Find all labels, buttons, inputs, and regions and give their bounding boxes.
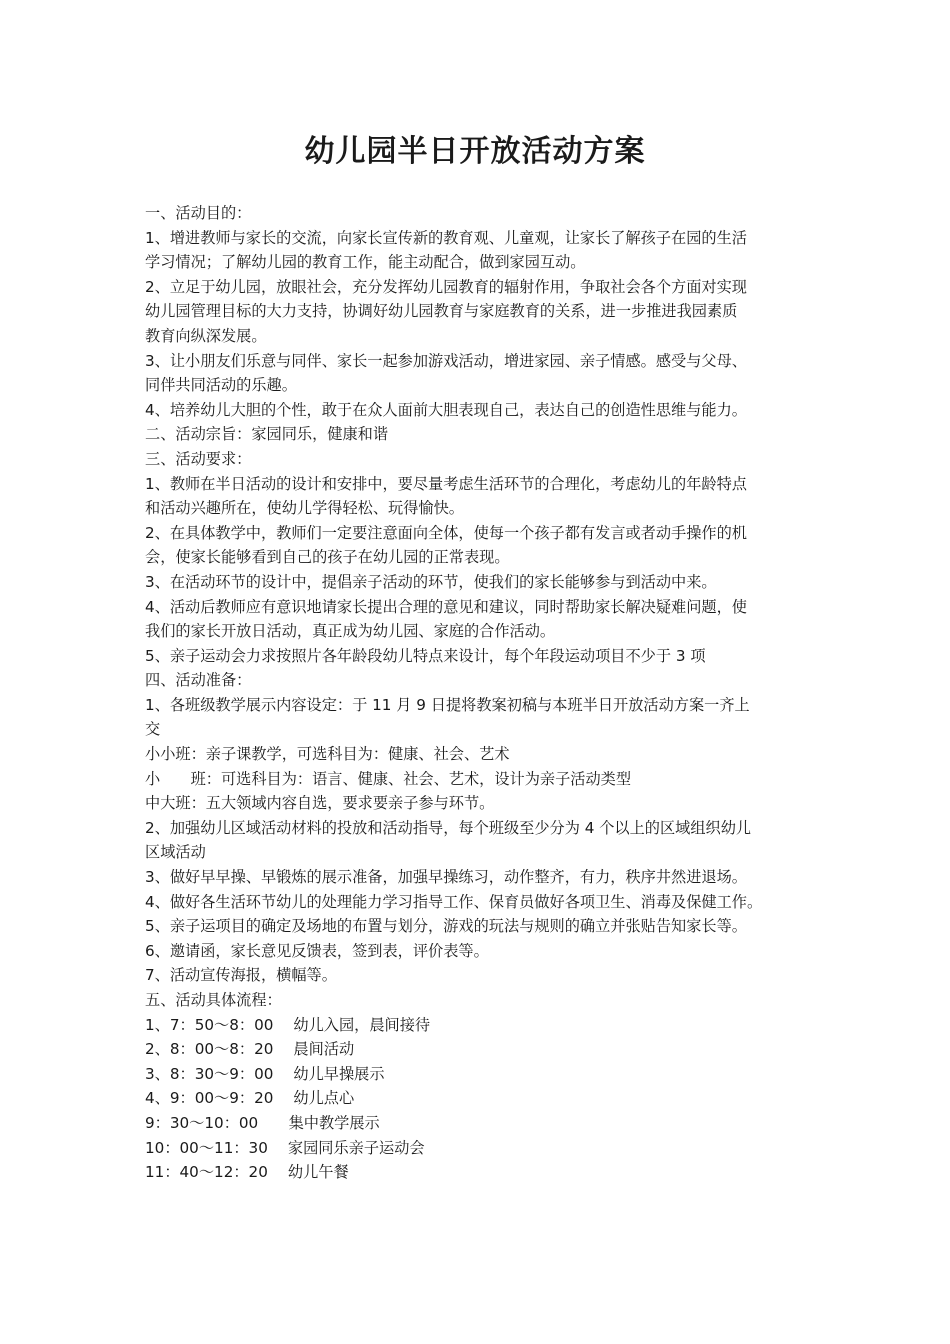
text-line: 2、在具体教学中，教师们一定要注意面向全体，使每一个孩子都有发言或者动手操作的机 (145, 523, 747, 542)
text-line: 5、亲子运动会力求按照片各年龄段幼儿特点来设计，每个年段运动项目不少于 3 项 (145, 646, 706, 665)
text-line: 和活动兴趣所在，使幼儿学得轻松、玩得愉快。 (145, 499, 464, 518)
text-line: 中大班：五大领域内容自选，要求要亲子参与环节。 (145, 794, 495, 813)
text-line: 小 班：可选科目为：语言、健康、社会、艺术，设计为亲子活动类型 (145, 769, 631, 788)
text-line: 10：00～11：30 家园同乐亲子运动会 (145, 1138, 425, 1157)
text-line: 1、各班级教学展示内容设定：于 11 月 9 日提将教案初稿与本班半日开放活动方案一齐上 (145, 695, 750, 714)
text-line: 我们的家长开放日活动，真正成为幼儿园、家庭的合作活动。 (145, 622, 556, 641)
text-line: 学习情况；了解幼儿园的教育工作，能主动配合，做到家园互动。 (145, 253, 586, 272)
text-line: 2、加强幼儿区域活动材料的投放和活动指导，每个班级至少分为 4 个以上的区域组织幼儿 (145, 818, 752, 837)
text-line: 会，使家长能够看到自己的孩子在幼儿园的正常表现。 (145, 548, 510, 567)
text-line: 四、活动准备： (145, 671, 252, 690)
document-body (145, 201, 835, 1185)
text-line: 二、活动宗旨：家园同乐，健康和谐 (145, 425, 388, 444)
text-line: 4、培养幼儿大胆的个性，敢于在众人面前大胆表现自己，表达自己的创造性思维与能力。 (145, 400, 747, 419)
text-line: 区域活动 (145, 843, 206, 862)
text-line: 同伴共同活动的乐趣。 (145, 376, 297, 395)
text-line: 3、做好早早操、早锻炼的展示准备，加强早操练习，动作整齐，有力，秩序井然进退场。 (145, 868, 747, 887)
text-line: 2、8：00～8：20 晨间活动 (145, 1040, 355, 1059)
text-line: 3、8：30～9：00 幼儿早操展示 (145, 1064, 385, 1083)
text-line: 幼儿园管理目标的大力支持，协调好幼儿园教育与家庭教育的关系，进一步推进我园素质 (145, 302, 738, 321)
document-title: 幼儿园半日开放活动方案 (304, 134, 646, 169)
text-line: 3、让小朋友们乐意与同伴、家长一起参加游戏活动，增进家园、亲子情感。感受与父母、 (145, 351, 747, 370)
text-line: 1、教师在半日活动的设计和安排中，要尽量考虑生活环节的合理化，考虑幼儿的年龄特点 (145, 474, 747, 493)
text-line: 6、邀请函，家长意见反馈表，签到表，评价表等。 (145, 941, 489, 960)
text-line: 小小班：亲子课教学，可选科目为：健康、社会、艺术 (145, 745, 510, 764)
text-line: 11：40～12：20 幼儿午餐 (145, 1163, 349, 1182)
text-line: 1、增进教师与家长的交流，向家长宣传新的教育观、儿童观，让家长了解孩子在园的生活 (145, 228, 747, 247)
text-line: 1、7：50～8：00 幼儿入园，晨间接待 (145, 1015, 431, 1034)
text-line: 4、做好各生活环节幼儿的处理能力学习指导工作、保育员做好各项卫生、消毒及保健工作。 (145, 892, 763, 911)
text-line: 五、活动具体流程： (145, 991, 282, 1009)
text-line: 三、活动要求： (145, 449, 252, 468)
text-line: 7、活动宣传海报，横幅等。 (145, 966, 337, 985)
text-line: 教育向纵深发展。 (145, 326, 267, 345)
text-line: 9：30～10：00 集中教学展示 (145, 1113, 380, 1132)
text-line: 3、在活动环节的设计中，提倡亲子活动的环节，使我们的家长能够参与到活动中来。 (145, 572, 717, 591)
text-line: 2、立足于幼儿园，放眼社会，充分发挥幼儿园教育的辐射作用，争取社会各个方面对实现 (145, 277, 747, 296)
text-line: 一、活动目的： (145, 204, 252, 222)
text-line: 交 (145, 720, 161, 739)
text-line: 5、亲子运项目的确定及场地的布置与划分，游戏的玩法与规则的确立并张贴告知家长等。 (145, 917, 747, 936)
text-line: 4、活动后教师应有意识地请家长提出合理的意见和建议，同时帮助家长解决疑难问题，使 (145, 597, 747, 616)
text-line: 4、9：00～9：20 幼儿点心 (145, 1089, 355, 1108)
